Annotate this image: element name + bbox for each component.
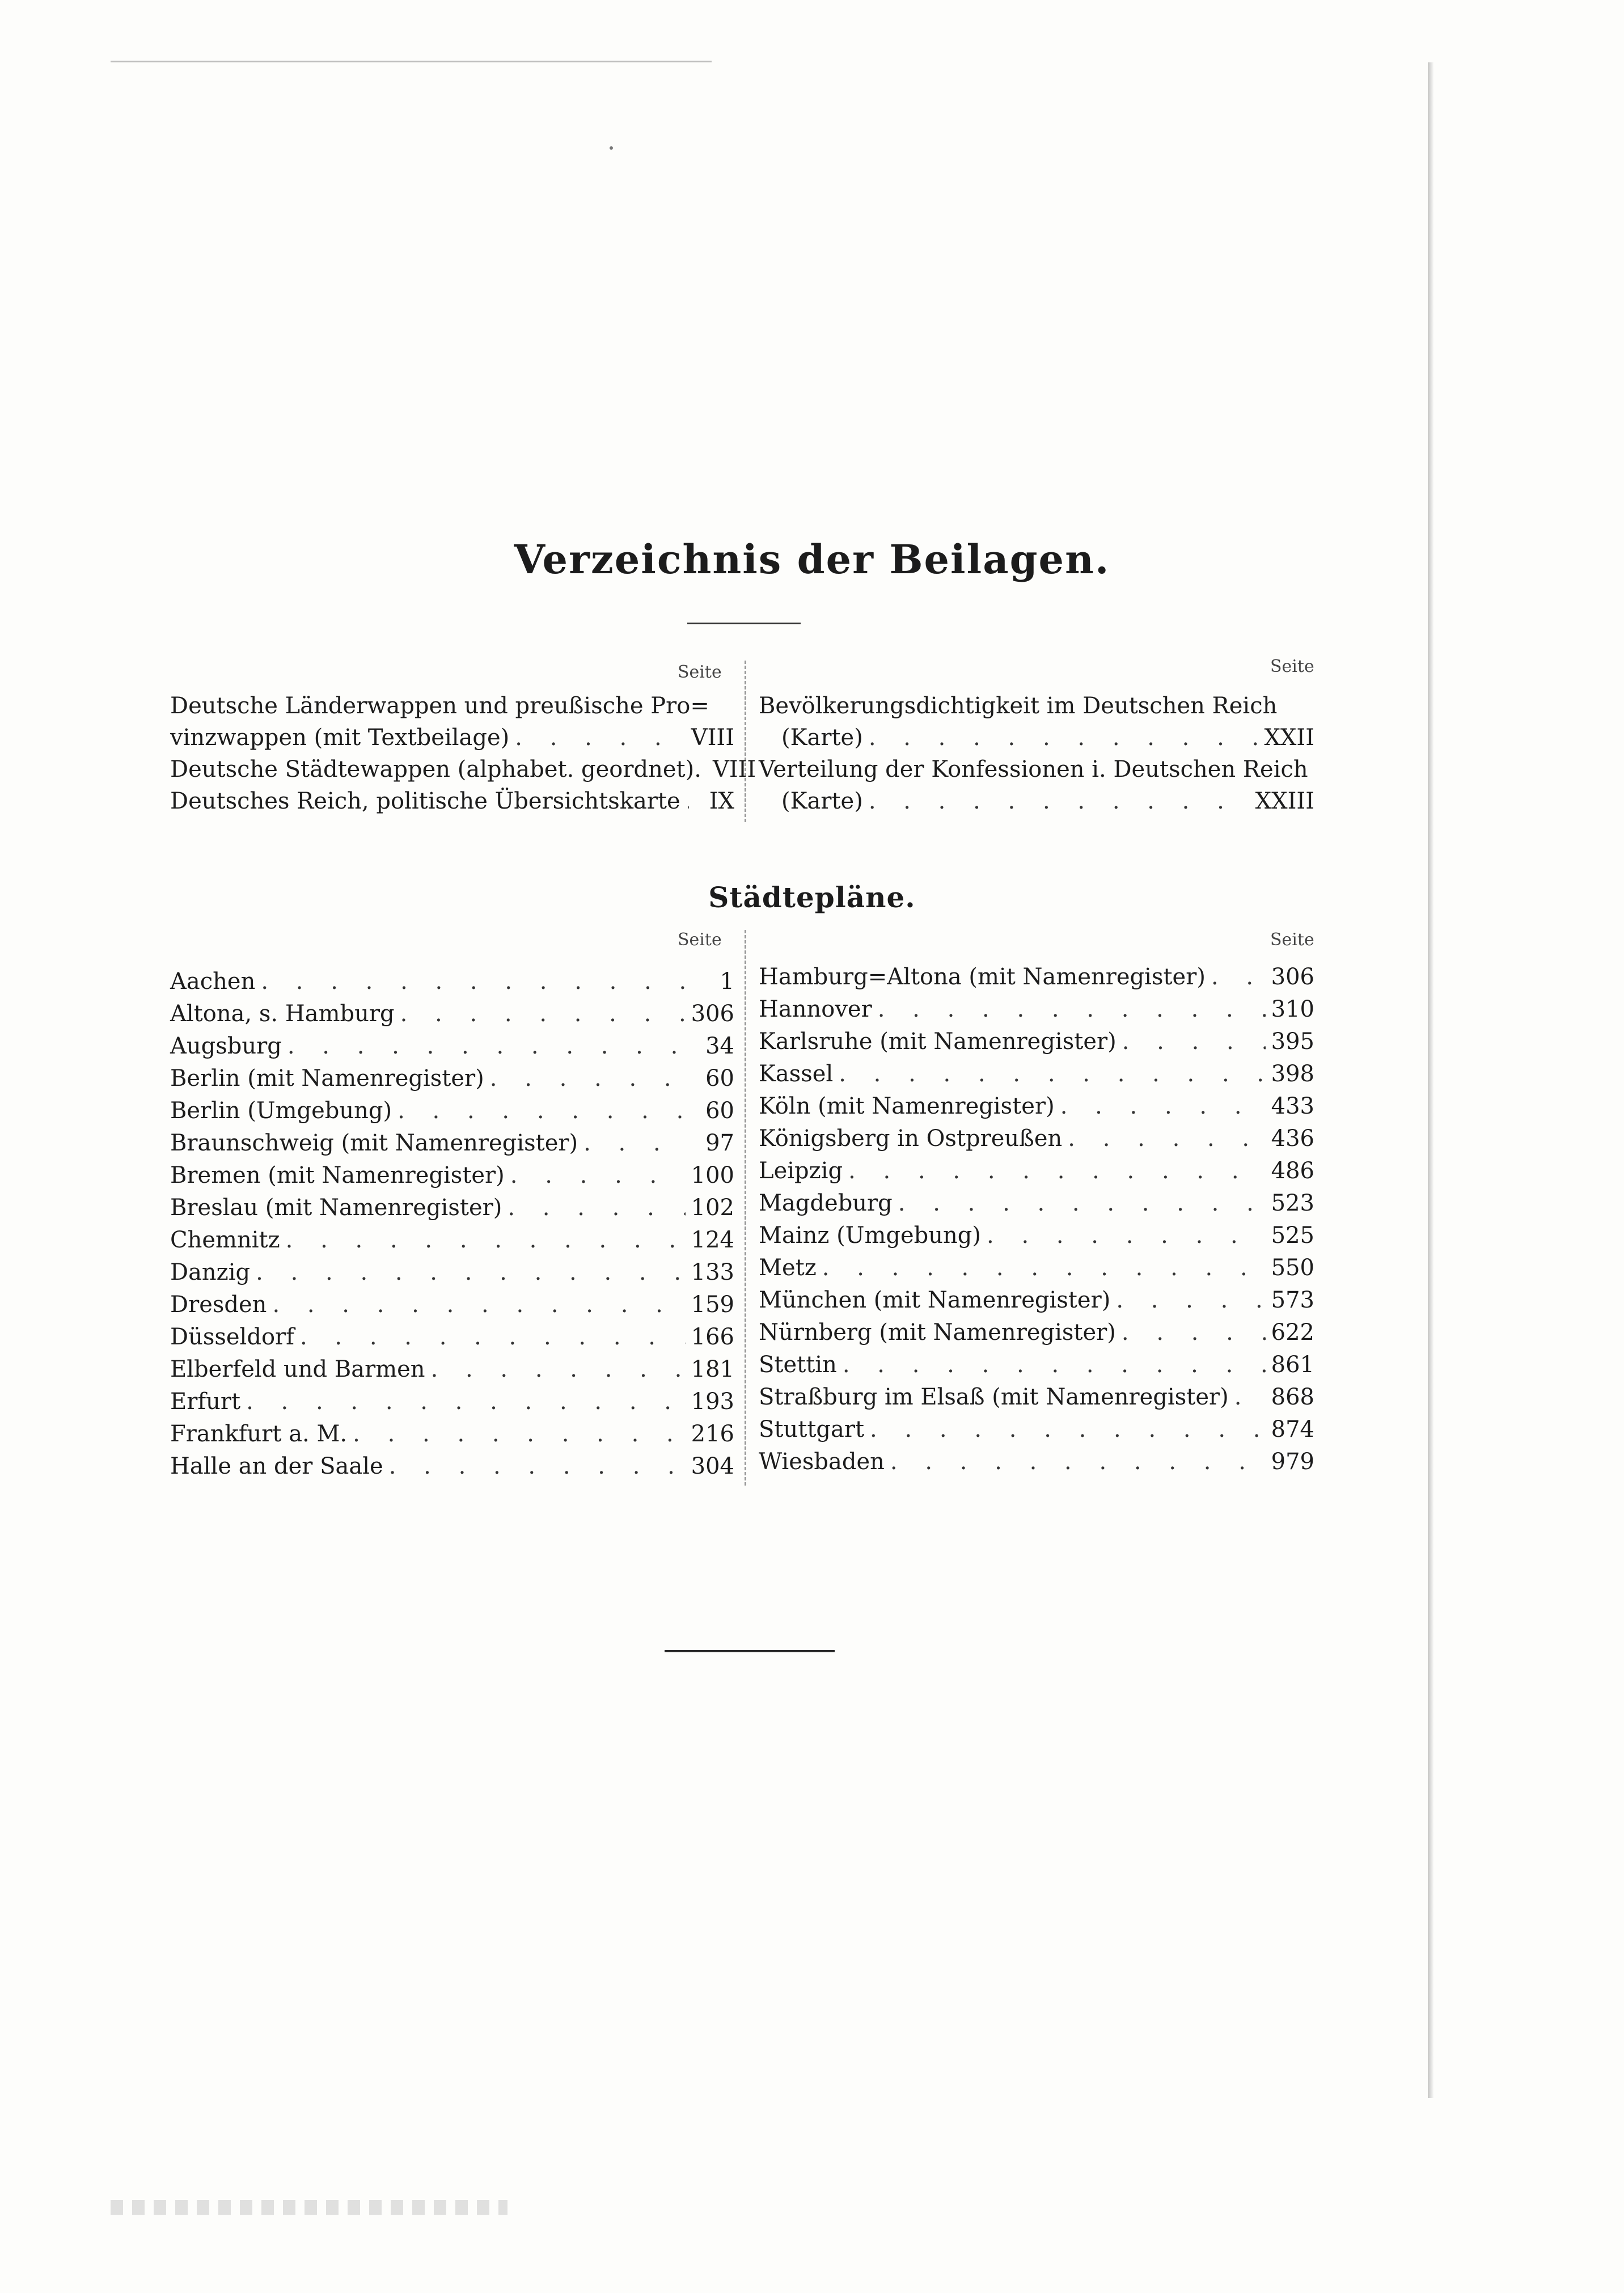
entry-label: Hamburg=Altona (mit Namenregister) (759, 964, 1206, 990)
leader-dots (300, 1324, 686, 1350)
entry-page: 60 (705, 1098, 734, 1124)
toc-entry (170, 1130, 734, 1162)
entry-page: 306 (1271, 964, 1314, 990)
entry-label: Aachen (170, 968, 256, 995)
toc-entry (170, 1098, 734, 1129)
entry-label: Wiesbaden (759, 1449, 885, 1475)
entry-page: 523 (1271, 1190, 1314, 1216)
leader-dots (246, 1389, 686, 1415)
entry-label-line: Verteilung der Konfessionen i. Deutschen Reich (759, 756, 1308, 782)
toc-entry (759, 1190, 1314, 1222)
toc-entry (170, 1292, 734, 1323)
entry-label: Breslau (mit Namenregister) (170, 1195, 502, 1221)
toc-entry (170, 1421, 734, 1453)
toc-entry (759, 1384, 1314, 1416)
entry-label: (Karte) (781, 788, 863, 814)
seite-header-left: Seite (678, 930, 722, 950)
leader-dots (1060, 1093, 1266, 1119)
entry-label: Nürnberg (mit Namenregister) (759, 1319, 1116, 1346)
toc-entry (759, 1029, 1314, 1060)
toc-entry (170, 1227, 734, 1259)
entry-label: vinzwappen (mit Textbeilage) (170, 725, 510, 751)
entry-page: 216 (691, 1421, 734, 1447)
leader-dots (508, 1195, 685, 1221)
entry-page: 124 (691, 1227, 734, 1253)
toc-entry (170, 1356, 734, 1388)
entry-page: 525 (1271, 1222, 1314, 1249)
seite-header-right: Seite (1270, 930, 1314, 950)
entry-page: 133 (691, 1259, 734, 1285)
entry-label: (Karte) (781, 725, 863, 751)
toc-entry (170, 725, 734, 756)
toc-entry (170, 1259, 734, 1291)
toc-entry (759, 1093, 1314, 1125)
entry-page: 100 (691, 1162, 734, 1188)
scan-edge-top (111, 61, 712, 62)
entry-page: 398 (1271, 1061, 1314, 1087)
entry-page: 622 (1271, 1319, 1314, 1346)
column-divider (745, 661, 746, 822)
leader-dots (490, 1065, 689, 1091)
entry-page: 550 (1271, 1255, 1314, 1281)
toc-entry (170, 1065, 734, 1097)
leader-dots (510, 1162, 686, 1188)
end-rule (665, 1650, 835, 1652)
entry-label: Erfurt (170, 1389, 241, 1415)
scan-speck (610, 146, 613, 150)
entry-label: Magdeburg (759, 1190, 893, 1216)
toc-entry (759, 1126, 1314, 1157)
toc-entry (170, 788, 734, 820)
entry-page: 395 (1271, 1029, 1314, 1055)
leader-dots (1122, 1319, 1266, 1346)
entry-label: München (mit Namenregister) (759, 1287, 1111, 1313)
entry-label: Karlsruhe (mit Namenregister) (759, 1029, 1116, 1055)
entry-label: Deutsches Reich, politische Übersichtskarte (170, 788, 680, 814)
leader-dots (870, 1416, 1266, 1442)
leader-dots (272, 1292, 685, 1318)
toc-entry (170, 1162, 734, 1194)
toc-entry (170, 1453, 734, 1485)
toc-entry (781, 725, 1314, 756)
entry-label: Deutsche Städtewappen (alphabet. geordnet). (170, 756, 701, 782)
section-heading: Städtepläne. (708, 881, 916, 914)
entry-label-line: Bevölkerungsdichtigkeit im Deutschen Reich (759, 693, 1278, 719)
entry-label: Augsburg (170, 1033, 282, 1059)
entry-label: Danzig (170, 1259, 251, 1285)
entry-page: 159 (691, 1292, 734, 1318)
entry-label: Halle an der Saale (170, 1453, 383, 1479)
entry-page: XXIII (1255, 788, 1314, 814)
entry-label: Stettin (759, 1352, 837, 1378)
leader-dots (400, 1001, 686, 1027)
entry-label: Königsberg in Ostpreußen (759, 1126, 1063, 1152)
entry-label: Berlin (Umgebung) (170, 1098, 392, 1124)
toc-entry (759, 996, 1314, 1028)
leader-dots (898, 1190, 1266, 1216)
leader-dots (869, 725, 1259, 751)
entry-page: 306 (691, 1001, 734, 1027)
leader-dots (256, 1259, 685, 1285)
entry-page: 486 (1271, 1158, 1314, 1184)
entry-label-line: Deutsche Länderwappen und preußische Pro= (170, 693, 709, 719)
entry-page: 979 (1271, 1449, 1314, 1475)
entry-page: 1 (720, 968, 734, 995)
entry-label: Kassel (759, 1061, 834, 1087)
leader-dots (287, 1033, 689, 1059)
entry-label: Altona, s. Hamburg (170, 1001, 395, 1027)
entry-page: 874 (1271, 1416, 1314, 1442)
entry-label: Berlin (mit Namenregister) (170, 1065, 484, 1091)
leader-dots (397, 1098, 689, 1124)
toc-entry (759, 1222, 1314, 1254)
toc-entry (759, 1255, 1314, 1287)
leader-dots (1116, 1287, 1265, 1313)
leader-dots (1211, 964, 1266, 990)
toc-entry (759, 1352, 1314, 1384)
toc-entry (759, 1287, 1314, 1319)
leader-dots (878, 996, 1266, 1022)
entry-label: Mainz (Umgebung) (759, 1222, 982, 1249)
entry-label: Bremen (mit Namenregister) (170, 1162, 505, 1188)
leader-dots (869, 788, 1250, 814)
scan-edge-right (1428, 62, 1433, 2098)
entry-label: Dresden (170, 1292, 267, 1318)
entry-label: Hannover (759, 996, 872, 1022)
entry-label: Stuttgart (759, 1416, 865, 1442)
entry-label: Leipzig (759, 1158, 843, 1184)
toc-entry (170, 1324, 734, 1356)
leader-dots (686, 788, 689, 814)
leader-dots (389, 1453, 686, 1479)
entry-label: Chemnitz (170, 1227, 280, 1253)
toc-entry (170, 1195, 734, 1226)
scan-faint-bottom (111, 2200, 508, 2215)
entry-page: 436 (1271, 1126, 1314, 1152)
entry-page: IX (709, 788, 734, 814)
entry-page: VIII (712, 756, 756, 782)
toc-entry (759, 1061, 1314, 1093)
toc-entry (170, 1001, 734, 1033)
entry-page: 433 (1271, 1093, 1314, 1119)
toc-entry (759, 1158, 1314, 1190)
entry-page: 181 (691, 1356, 734, 1382)
leader-dots (1234, 1384, 1266, 1410)
entry-page: 861 (1271, 1352, 1314, 1378)
leader-dots (843, 1352, 1266, 1378)
entry-page: 573 (1271, 1287, 1314, 1313)
entry-page: 34 (705, 1033, 734, 1059)
title-rule (687, 623, 801, 624)
entry-page: 304 (691, 1453, 734, 1479)
leader-dots (890, 1449, 1266, 1475)
leader-dots (261, 968, 689, 995)
entry-page: 868 (1271, 1384, 1314, 1410)
leader-dots (987, 1222, 1266, 1249)
toc-entry (759, 964, 1314, 996)
entry-page: 60 (705, 1065, 734, 1091)
entry-page: 166 (691, 1324, 734, 1350)
entry-page: XXII (1264, 725, 1314, 751)
leader-dots (515, 725, 685, 751)
toc-entry (170, 1033, 734, 1065)
leader-dots (839, 1061, 1265, 1087)
entry-label: Düsseldorf (170, 1324, 294, 1350)
toc-entry (759, 1449, 1314, 1480)
leader-dots (583, 1130, 689, 1156)
toc-entry (759, 1319, 1314, 1351)
toc-entry (781, 788, 1314, 820)
leader-dots (431, 1356, 686, 1382)
entry-page: 102 (691, 1195, 734, 1221)
column-divider (745, 930, 746, 1486)
leader-dots (1068, 1126, 1265, 1152)
entry-label: Frankfurt a. M. (170, 1421, 348, 1447)
entry-page: 193 (691, 1389, 734, 1415)
toc-entry (170, 968, 734, 1000)
leader-dots (286, 1227, 686, 1253)
toc-entry (170, 1389, 734, 1420)
leader-dots (822, 1255, 1266, 1281)
page-title: Verzeichnis der Beilagen. (514, 536, 1110, 583)
entry-page: 97 (705, 1130, 734, 1156)
leader-dots (848, 1158, 1266, 1184)
entry-label: Köln (mit Namenregister) (759, 1093, 1055, 1119)
entry-label: Metz (759, 1255, 817, 1281)
toc-entry (759, 1416, 1314, 1448)
entry-label: Elberfeld und Barmen (170, 1356, 425, 1382)
entry-label: Straßburg im Elsaß (mit Namenregister) (759, 1384, 1229, 1410)
toc-entry (170, 756, 756, 788)
seite-header-left: Seite (678, 662, 722, 682)
leader-dots (353, 1421, 685, 1447)
seite-header-right: Seite (1270, 657, 1314, 676)
entry-page: 310 (1271, 996, 1314, 1022)
entry-page: VIII (691, 725, 734, 751)
leader-dots (1122, 1029, 1266, 1055)
entry-label: Braunschweig (mit Namenregister) (170, 1130, 578, 1156)
